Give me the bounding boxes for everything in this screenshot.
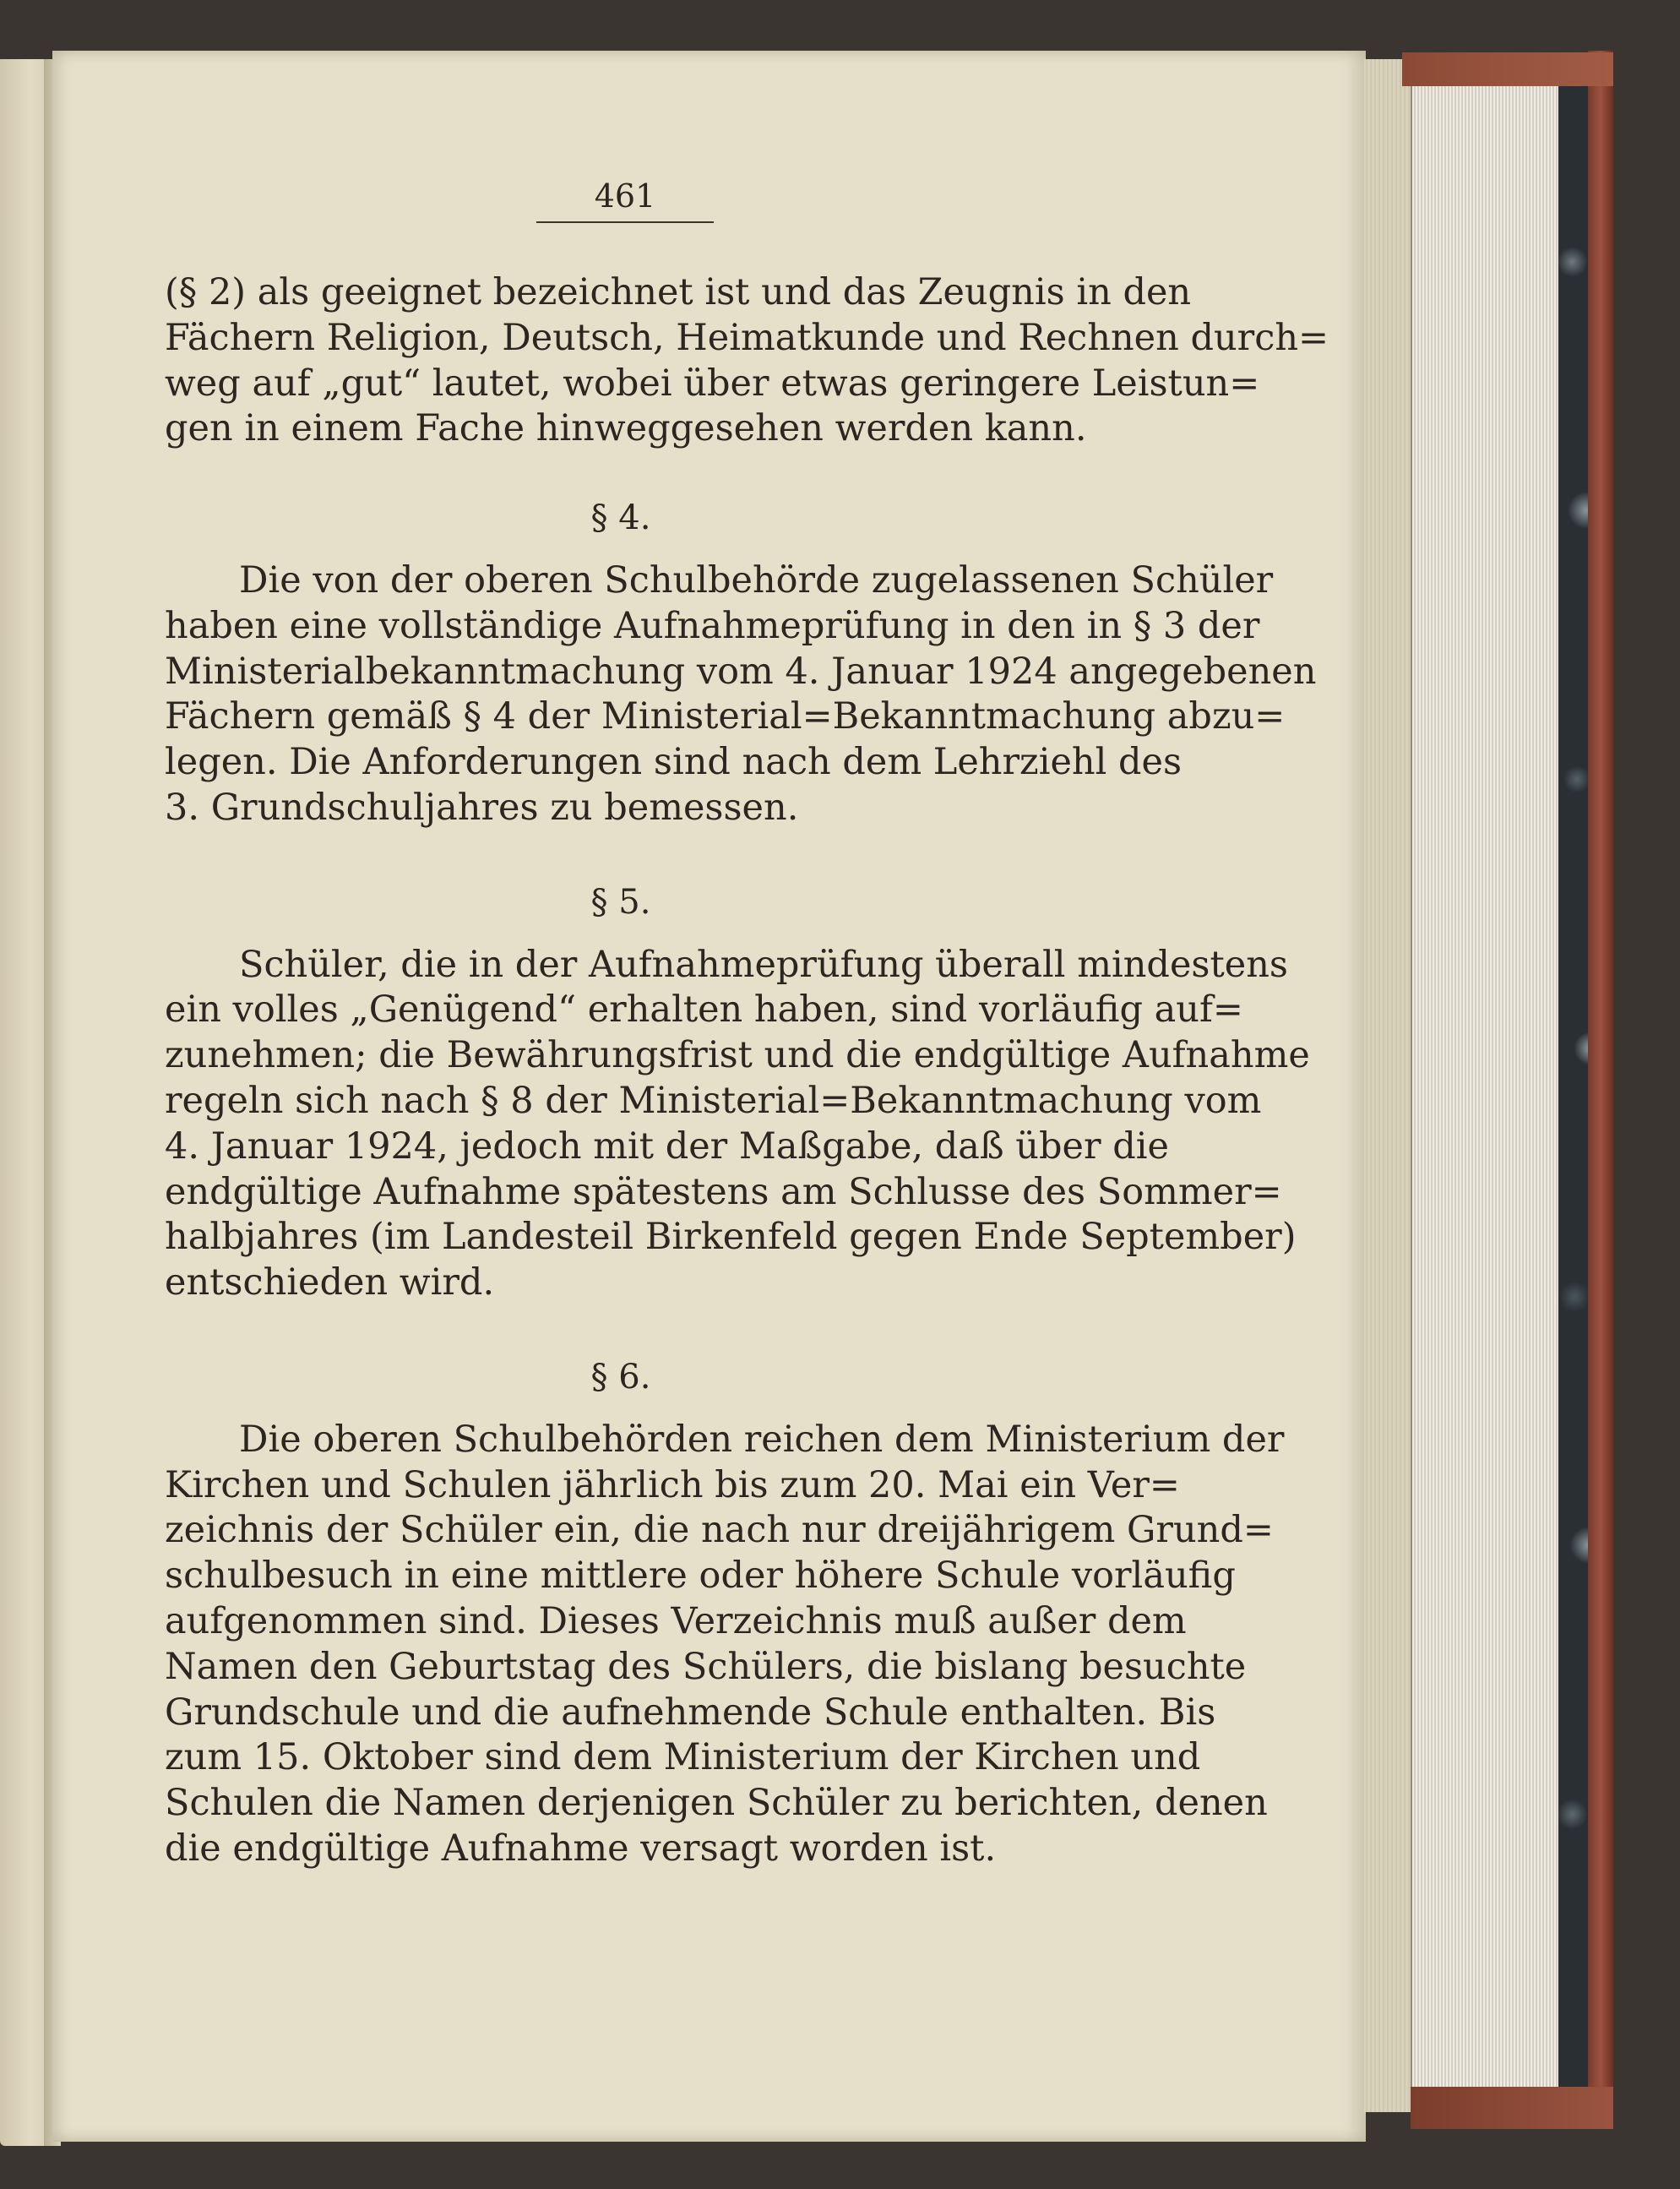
text-line: Namen den Geburtstag des Schülers, die bislang besuchte <box>165 1645 1247 1688</box>
text-line: Die oberen Schulbehörden reichen dem Ministerium der <box>239 1418 1285 1461</box>
text-line: (§ 2) als geeignet bezeichnet ist und das Zeugnis in den <box>165 271 1192 313</box>
text-line: Schulen die Namen derjenigen Schüler zu berichten, denen <box>165 1782 1268 1825</box>
text-line: ein volles „Genügend“ erhalten haben, sind vorläufig auf= <box>165 988 1243 1032</box>
leather-corner-top <box>1402 52 1613 86</box>
text-line: Fächern Religion, Deutsch, Heimatkunde und Rechnen durch= <box>165 316 1329 359</box>
text-line: die endgültige Aufnahme versagt worden ist. <box>165 1827 997 1870</box>
text-line: weg auf „gut“ lautet, wobei über etwas geringere Leistun= <box>165 362 1260 405</box>
section-heading-5: § 5. <box>590 882 651 922</box>
section-4-body <box>165 558 1317 831</box>
text-line: entschieden wird. <box>165 1261 495 1304</box>
page-text <box>165 270 1329 1872</box>
section-heading-4: § 4. <box>590 498 651 538</box>
text-line: Fächern gemäß § 4 der Ministerial=Bekanntmachung abzu= <box>165 695 1286 738</box>
text-line: Ministerialbekanntmachung vom 4. Januar 1924 angegebenen <box>165 650 1317 693</box>
text-line: 4. Januar 1924, jedoch mit der Maßgabe, daß über die <box>165 1124 1169 1168</box>
text-line: regeln sich nach § 8 der Ministerial=Bekanntmachung vom <box>165 1079 1262 1122</box>
page-number-rule <box>536 221 714 223</box>
text-line: Schüler, die in der Aufnahmeprüfung überall mindestens <box>239 943 1288 986</box>
page-number: 461 <box>594 177 656 215</box>
text-line: Kirchen und Schulen jährlich bis zum 20. Mai ein Ver= <box>165 1463 1180 1506</box>
text-line: zeichnis der Schüler ein, die nach nur dreijährigem Grund= <box>165 1509 1274 1552</box>
text-line: haben eine vollständige Aufnahmeprüfung in den in § 3 der <box>165 604 1260 647</box>
text-line: legen. Die Anforderungen sind nach dem Lehrziehl des <box>165 741 1183 784</box>
text-line: halbjahres (im Landesteil Birkenfeld gegen Ende September) <box>165 1216 1297 1259</box>
section-5-body <box>165 943 1310 1306</box>
text-line: gen in einem Fache hinweggesehen werden kann. <box>165 407 1087 450</box>
fore-edge <box>1411 72 1564 2091</box>
leather-spine <box>1588 51 1613 2129</box>
text-line: schulbesuch in eine mittlere oder höhere Schule vorläufig <box>165 1555 1236 1598</box>
text-line: Grundschule und die aufnehmende Schule enthalten. Bis <box>165 1691 1216 1734</box>
section-6-body <box>165 1418 1285 1872</box>
left-page-edge <box>0 59 51 2146</box>
leather-corner-bottom <box>1411 2087 1613 2129</box>
text-line: endgültige Aufnahme spätestens am Schlusse des Sommer= <box>165 1170 1282 1213</box>
text-line: Die von der oberen Schulbehörde zugelassenen Schüler <box>239 558 1274 602</box>
text-line: aufgenommen sind. Dieses Verzeichnis muß außer dem <box>165 1599 1187 1642</box>
text-line: zum 15. Oktober sind dem Ministerium der Kirchen und <box>165 1736 1201 1779</box>
page-block-edges <box>1364 59 1415 2112</box>
section-heading-6: § 6. <box>590 1357 651 1397</box>
paragraph-continuation <box>165 270 1329 452</box>
text-line: 3. Grundschuljahres zu bemessen. <box>165 786 799 829</box>
text-line: zunehmen; die Bewährungsfrist und die endgültige Aufnahme <box>165 1034 1310 1077</box>
